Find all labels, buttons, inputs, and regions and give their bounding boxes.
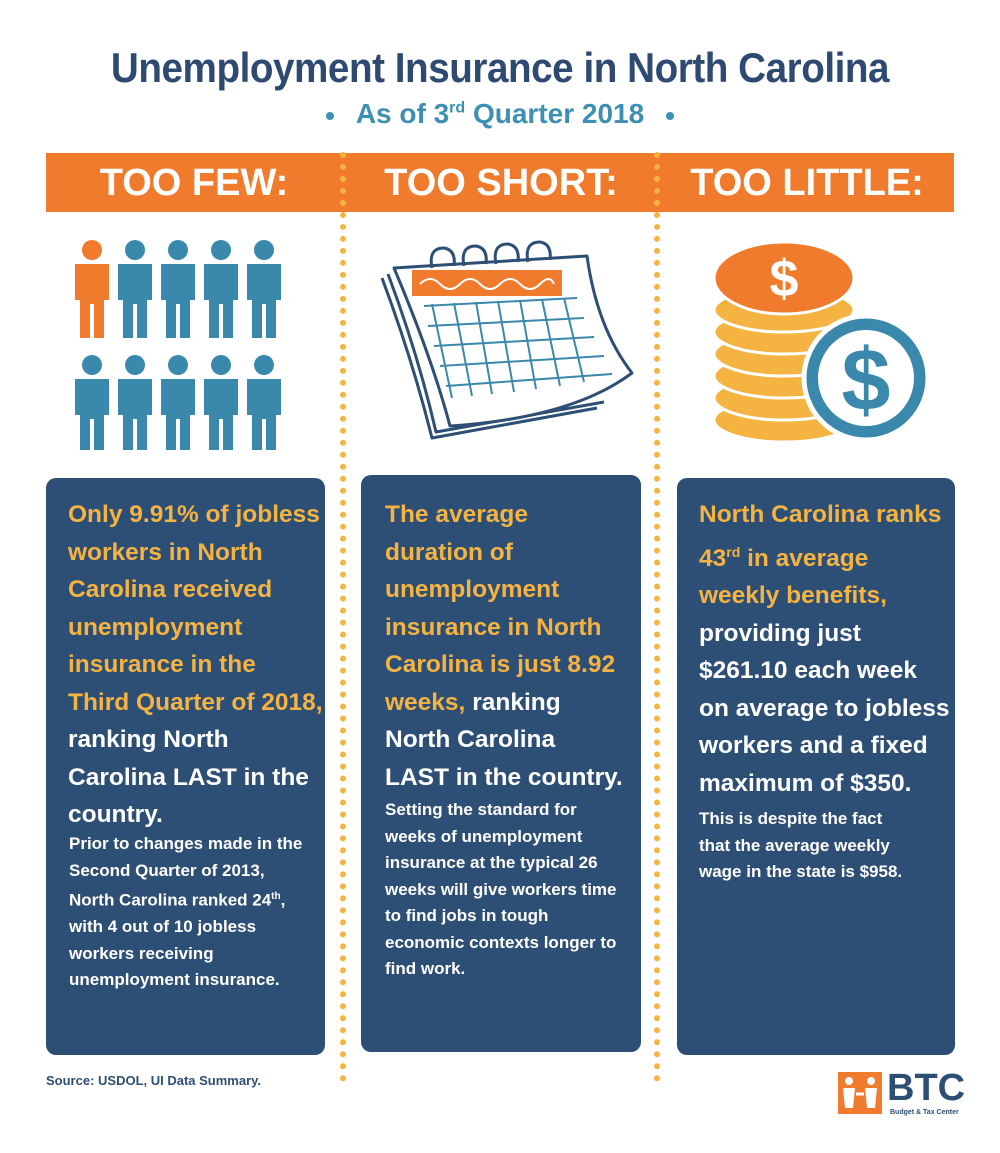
card-highlight-b: in average weekly benefits,	[699, 544, 887, 610]
card-rest-text: ranking North Carolina LAST in the country.	[385, 688, 623, 791]
person-icon	[118, 240, 152, 338]
card-sub-text	[69, 831, 304, 994]
column-divider	[654, 152, 660, 1082]
heading-too-short: TOO SHORT:	[384, 162, 618, 204]
card-sub-sup: th	[271, 891, 281, 902]
card-sub-text: Setting the standard for weeks of unemployment insurance at the typical 26 weeks will give workers time to find jobs in tough economic contexts longer to find work.	[385, 800, 617, 978]
calendar-header-band	[412, 270, 562, 296]
card-rest-text: providing just $261.10 each week on average to jobless workers and a fixed maximum of $350.	[699, 619, 950, 797]
card-rest-text: ranking North Carolina LAST in the country.	[68, 726, 309, 828]
person-icon	[247, 240, 281, 338]
subtitle-prefix: As of 3	[355, 98, 450, 129]
person-icon	[75, 355, 109, 450]
people-icon	[72, 240, 302, 450]
card-sub-text-b: , with 4 out of 10 jobless workers receiving unemployment insurance.	[69, 890, 286, 990]
card-main-text	[699, 496, 951, 802]
card-main-text	[68, 496, 323, 834]
person-icon	[204, 240, 238, 338]
person-icon	[118, 355, 152, 450]
btc-logo-text: BTC	[887, 1067, 966, 1109]
dollar-sign-icon: $	[769, 250, 799, 308]
card-highlight-text: The average duration of unemployment insurance in North Carolina is just 8.92 weeks,	[385, 501, 616, 716]
btc-logo-icon	[838, 1072, 882, 1114]
dollar-sign-icon: $	[841, 330, 891, 429]
person-icon	[204, 355, 238, 450]
btc-logo-subtext: Budget & Tax Center	[890, 1109, 959, 1116]
subtitle-suffix: Quarter 2018	[465, 98, 645, 129]
card-highlight-text: Only 9.91% of jobless workers in North Carolina received unemployment insurance in the Third Quarter of 2018,	[68, 501, 323, 716]
card-highlight-sup: rd	[726, 543, 741, 560]
card-main-text	[385, 496, 625, 796]
column-divider	[340, 152, 346, 1082]
card-sub-text: This is despite the fact that the average weekly wage in the state is $958.	[699, 809, 903, 881]
person-icon	[247, 355, 281, 450]
person-icon	[161, 355, 195, 450]
subtitle-sup: rd	[449, 99, 466, 117]
page-subtitle	[0, 98, 1000, 130]
person-icon	[161, 240, 195, 338]
heading-too-little: TOO LITTLE:	[690, 162, 924, 204]
card-highlight-text	[699, 501, 941, 609]
heading-too-few: TOO FEW:	[99, 162, 289, 204]
bullet-dot-icon	[326, 112, 334, 120]
card-highlight-a: North Carolina ranks 43	[699, 501, 942, 572]
card-sub-text-a: Prior to changes made in the Second Quarter of 2013, North Carolina ranked 24	[69, 834, 303, 910]
calendar-icon	[372, 238, 642, 453]
person-icon	[75, 240, 109, 338]
page-title: Unemployment Insurance in North Carolina	[110, 44, 890, 91]
coins-icon	[708, 238, 938, 453]
source-note: Source: USDOL, UI Data Summary.	[46, 1073, 262, 1088]
bullet-dot-icon	[666, 112, 674, 120]
